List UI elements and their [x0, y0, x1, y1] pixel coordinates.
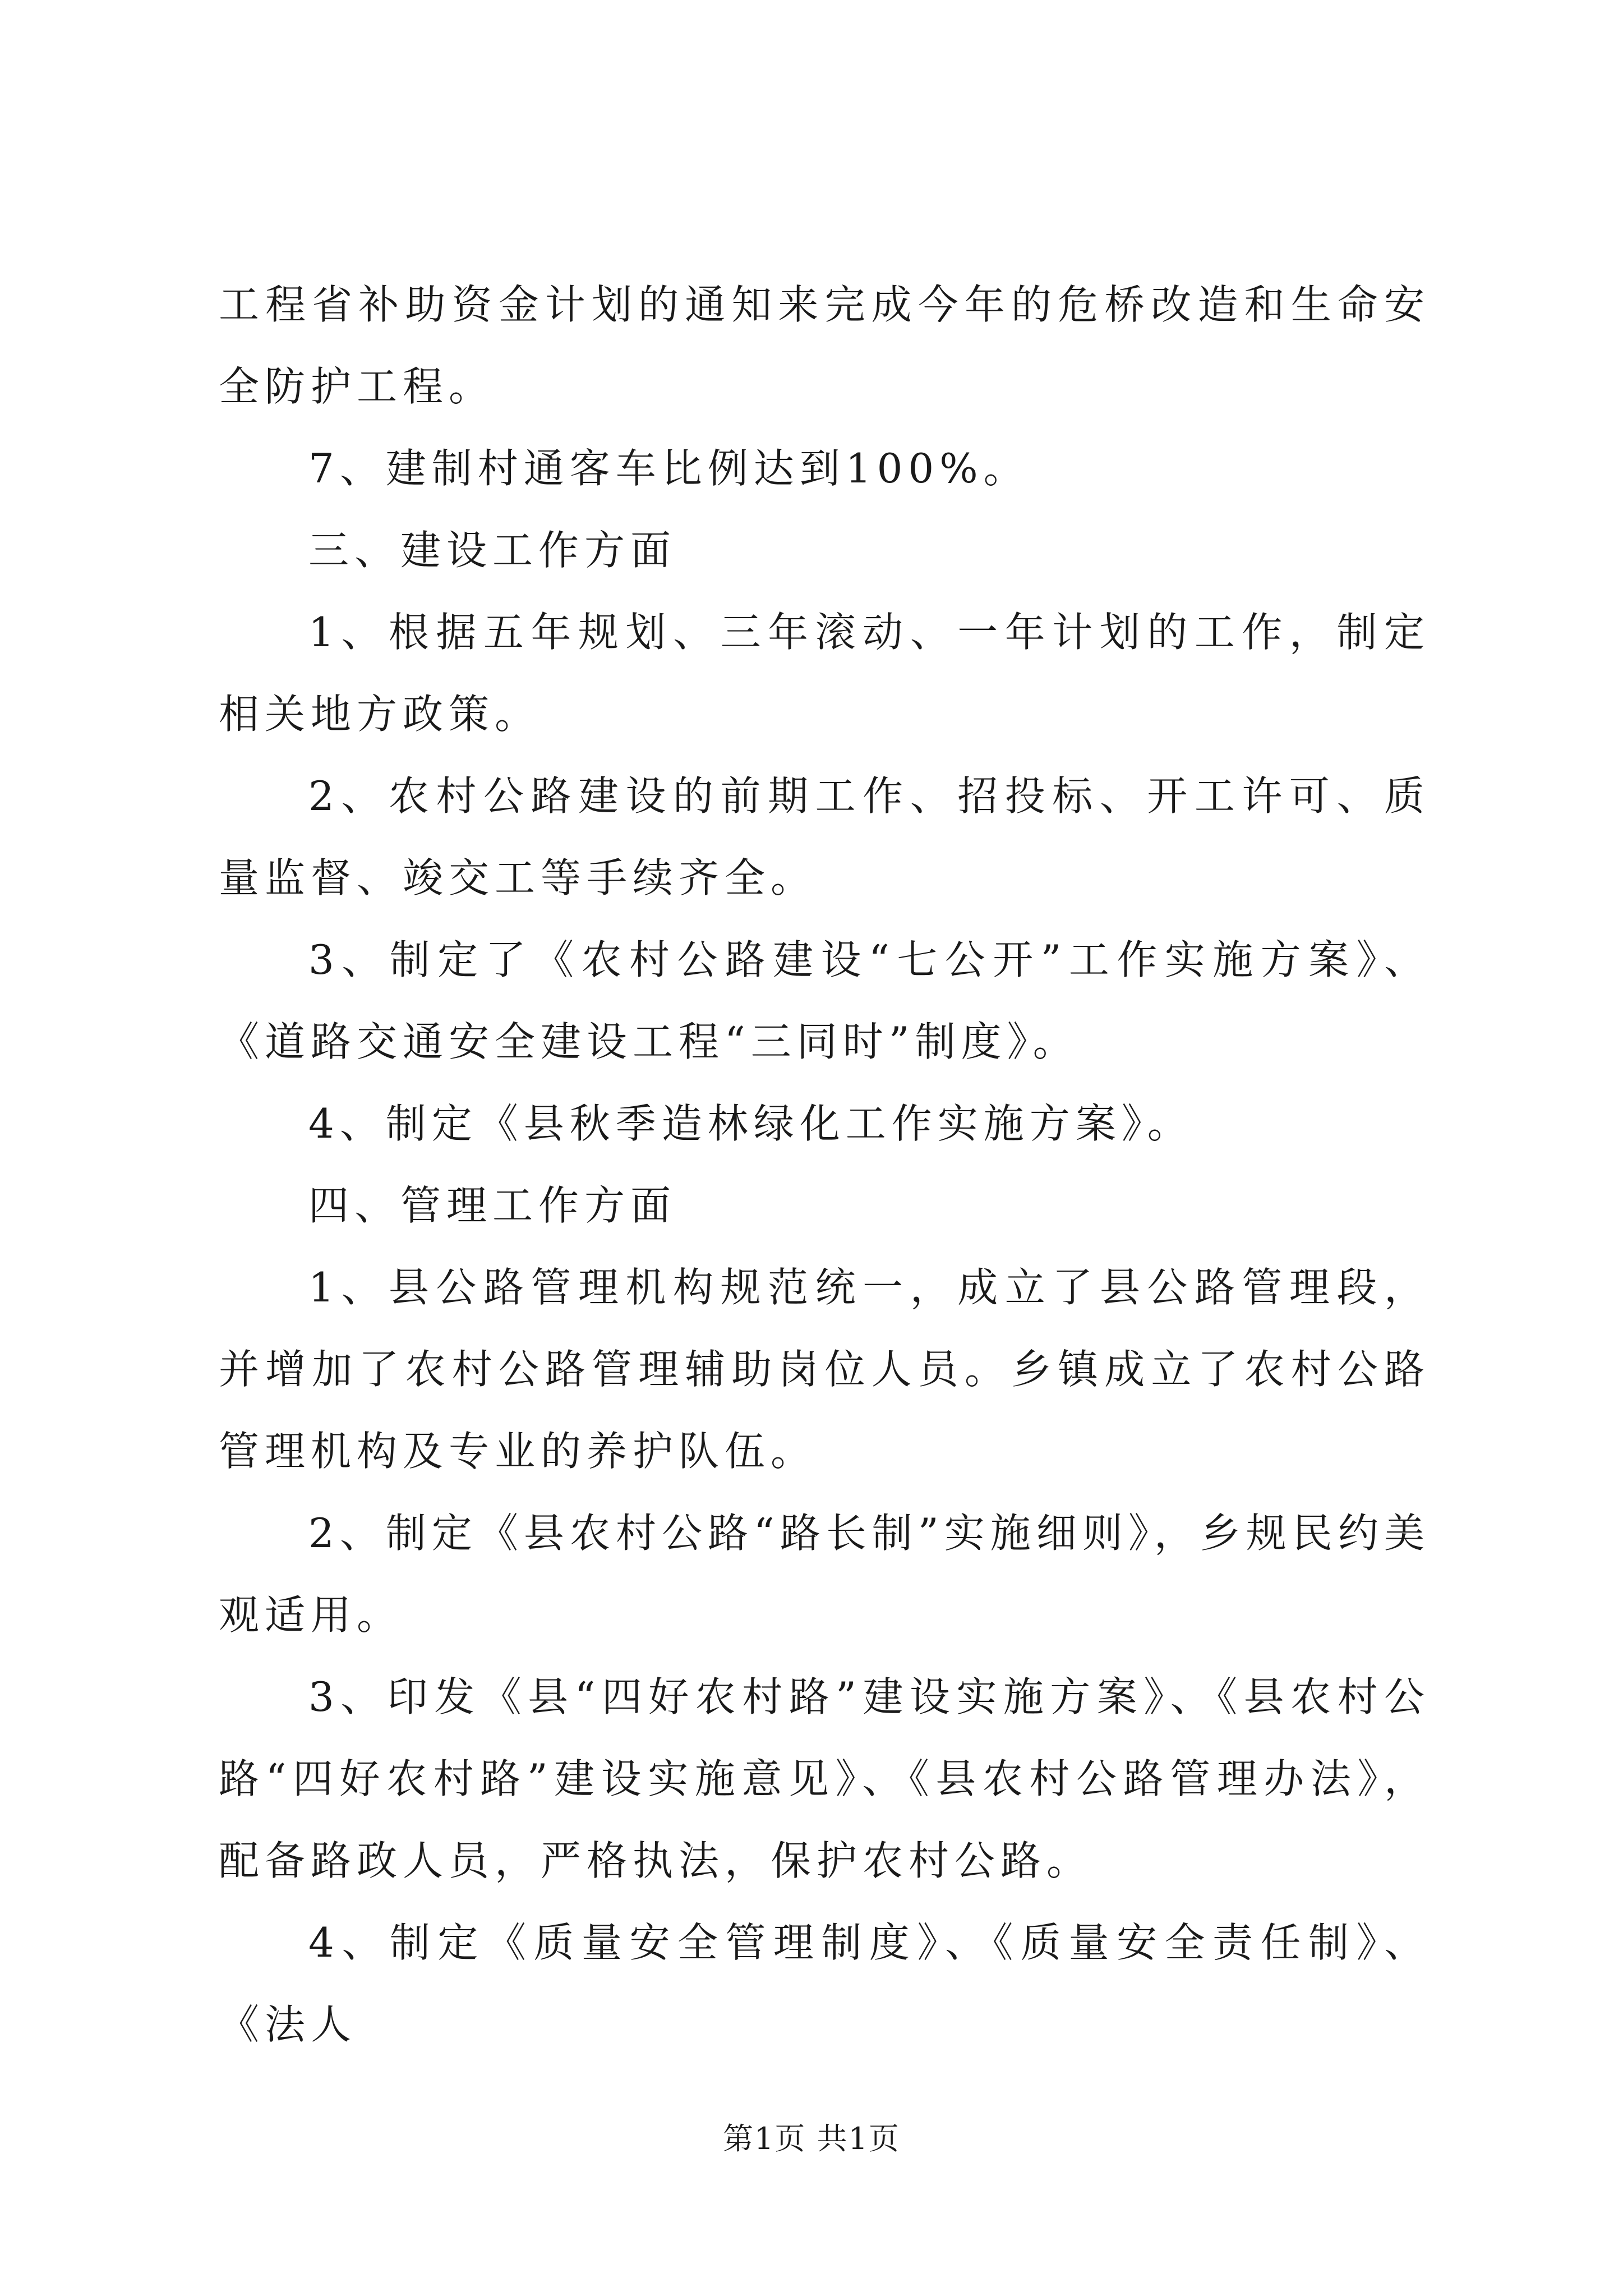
paragraph: 3、制定了《农村公路建设“七公开”工作实施方案》、《道路交通安全建设工程“三同时”制度》。: [219, 936, 1430, 1065]
page-footer: 第1页 共1页: [723, 2121, 900, 2156]
paragraph: 4、制定《质量安全管理制度》、《质量安全责任制》、《法人: [219, 1919, 1430, 2048]
paragraph: 7、建制村通客车比例达到100%。: [308, 445, 1030, 492]
paragraph: 4、制定《县秋季造林绿化工作实施方案》。: [308, 1100, 1193, 1147]
paragraph: 2、农村公路建设的前期工作、招投标、开工许可、质量监督、竣交工等手续齐全。: [219, 772, 1430, 901]
paragraph: 2、制定《县农村公路“路长制”实施细则》，乡规民约美观适用。: [219, 1510, 1430, 1639]
section-heading: 三、建设工作方面: [308, 527, 677, 574]
paragraph: 1、根据五年规划、三年滚动、一年计划的工作，制定相关地方政策。: [219, 609, 1430, 738]
section-heading: 四、管理工作方面: [308, 1182, 677, 1229]
paragraph: 1、县公路管理机构规范统一，成立了县公路管理段，并增加了农村公路管理辅助岗位人员。乡镇成立了农村公路管理机构及专业的养护队伍。: [219, 1264, 1430, 1475]
document-body: [219, 264, 1430, 2065]
paragraph: 3、印发《县“四好农村路”建设实施方案》、《县农村公路“四好农村路”建设实施意见》、《县农村公路管理办法》，配备路政人员，严格执法，保护农村公路。: [219, 1673, 1430, 1884]
paragraph: 工程省补助资金计划的通知来完成今年的危桥改造和生命安全防护工程。: [219, 281, 1430, 410]
